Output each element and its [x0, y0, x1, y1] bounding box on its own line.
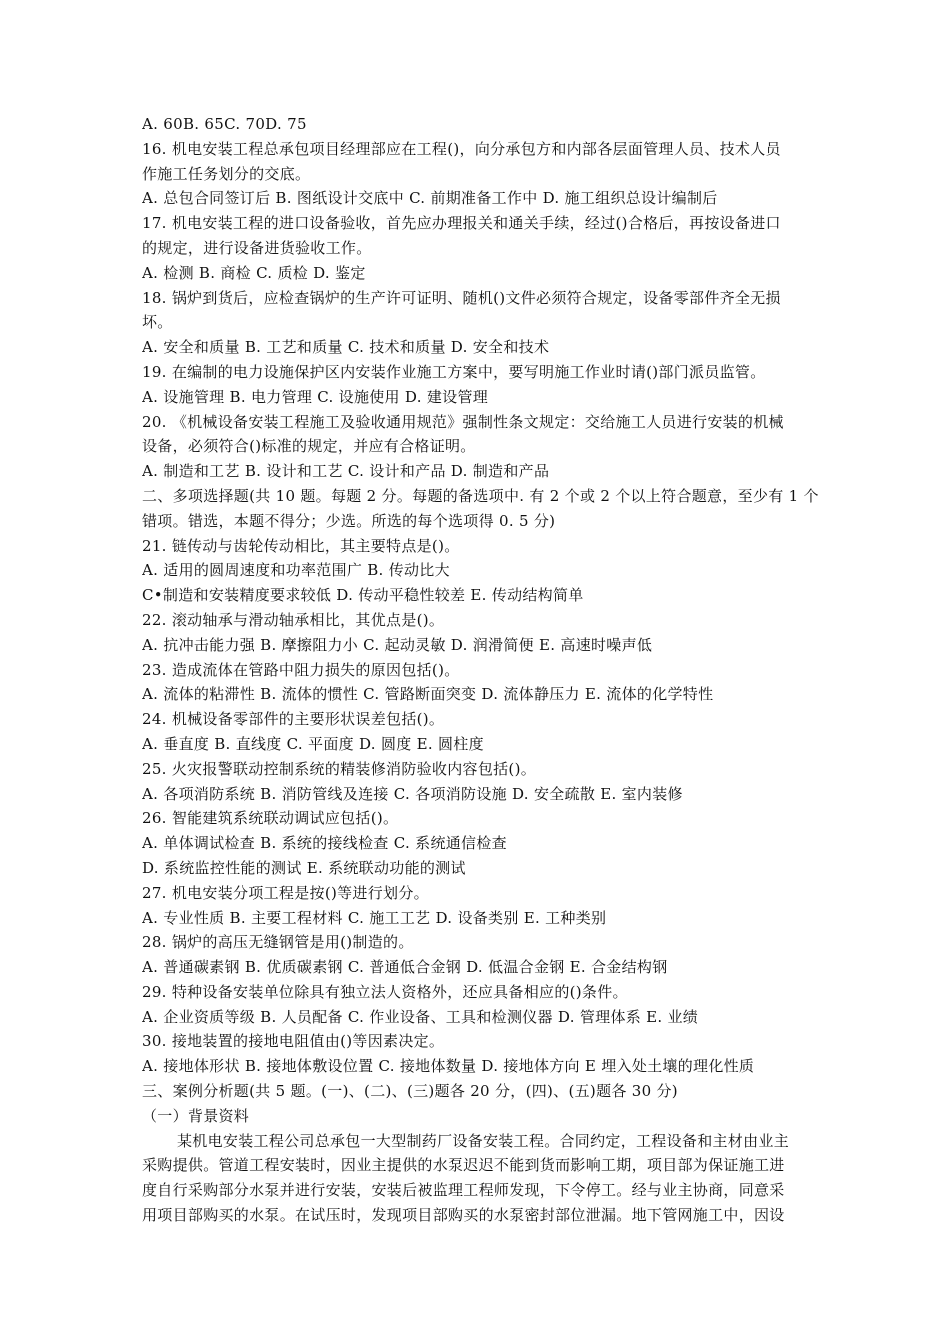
- question-23: 23. 造成流体在管路中阻力损失的原因包括()。: [142, 660, 460, 679]
- options-28: A. 普通碳素钢 B. 优质碳素钢 C. 普通低合金钢 D. 低温合金钢 E. 合金结构钢: [142, 958, 668, 977]
- question-22: 22. 滚动轴承与滑动轴承相比，其优点是()。: [142, 610, 445, 629]
- options-23: A. 流体的粘滞性 B. 流体的惯性 C. 管路断面突变 D. 流体静压力 E. 流体的化学特性: [142, 685, 714, 704]
- options-16: A. 总包合同签订后 B. 图纸设计交底中 C. 前期准备工作中 D. 施工组织总设计编制后: [142, 189, 718, 208]
- question-19: 19. 在编制的电力设施保护区内安装作业施工方案中，要写明施工作业时请()部门派员监管。: [142, 362, 766, 381]
- case-1-paragraph-line-2: 采购提供。管道工程安装时，因业主提供的水泵迟迟不能到货而影响工期，项目部为保证施工进: [142, 1156, 785, 1175]
- options-21-a: A. 适用的圆周速度和功率范围广 B. 传动比大: [142, 561, 450, 580]
- option-line-15: A. 60B. 65C. 70D. 75: [142, 115, 307, 133]
- question-16-cont: 作施工任务划分的交底。: [142, 164, 311, 183]
- case-1-paragraph-line-4: 用项目部购买的水泵。在试压时，发现项目部购买的水泵密封部位泄漏。地下管网施工中，因设: [142, 1206, 785, 1225]
- question-26: 26. 智能建筑系统联动调试应包括()。: [142, 809, 399, 828]
- question-29: 29. 特种设备安装单位除具有独立法人资格外，还应具备相应的()条件。: [142, 982, 628, 1001]
- options-27: A. 专业性质 B. 主要工程材料 C. 施工工艺 D. 设备类别 E. 工种类别: [142, 908, 607, 927]
- case-1-title: （一）背景资料: [142, 1106, 250, 1125]
- options-26-a: A. 单体调试检查 B. 系统的接线检查 C. 系统通信检查: [142, 834, 507, 853]
- question-17-cont: 的规定，进行设备进货验收工作。: [142, 238, 372, 257]
- question-25: 25. 火灾报警联动控制系统的精装修消防验收内容包括()。: [142, 759, 537, 778]
- options-18: A. 安全和质量 B. 工艺和质量 C. 技术和质量 D. 安全和技术: [142, 338, 550, 357]
- options-29: A. 企业资质等级 B. 人员配备 C. 作业设备、工具和检测仪器 D. 管理体系 E. 业绩: [142, 1007, 699, 1026]
- document-body: [142, 112, 858, 1228]
- question-17: 17. 机电安装工程的进口设备验收，首先应办理报关和通关手续，经过()合格后，再按设备进口: [142, 214, 781, 233]
- options-19: A. 设施管理 B. 电力管理 C. 设施使用 D. 建设管理: [142, 387, 489, 406]
- options-20: A. 制造和工艺 B. 设计和工艺 C. 设计和产品 D. 制造和产品: [142, 462, 550, 481]
- question-16: 16. 机电安装工程总承包项目经理部应在工程()，向分承包方和内部各层面管理人员、技术人员: [142, 139, 781, 158]
- options-26-b: D. 系统监控性能的测试 E. 系统联动功能的测试: [142, 858, 466, 877]
- options-24: A. 垂直度 B. 直线度 C. 平面度 D. 圆度 E. 圆柱度: [142, 734, 484, 753]
- question-18: 18. 锅炉到货后，应检查锅炉的生产许可证明、随机()文件必须符合规定，设备零部件齐全无损: [142, 288, 781, 307]
- options-30: A. 接地体形状 B. 接地体敷设位置 C. 接地体数量 D. 接地体方向 E 埋入处土壤的理化性质: [142, 1057, 755, 1076]
- question-21: 21. 链传动与齿轮传动相比，其主要特点是()。: [142, 536, 460, 555]
- question-18-cont: 坏。: [142, 313, 173, 332]
- options-25: A. 各项消防系统 B. 消防管线及连接 C. 各项消防设施 D. 安全疏散 E. 室内装修: [142, 784, 683, 803]
- options-21-b: C•制造和安装精度要求较低 D. 传动平稳性较差 E. 传动结构简单: [142, 586, 584, 605]
- section-2-heading-cont: 错项。错选，本题不得分；少选。所选的每个选项得 0. 5 分): [142, 511, 556, 530]
- section-2-heading: 二、多项选择题(共 10 题。每题 2 分。每题的备选项中. 有 2 个或 2 个以上符合题意，至少有 1 个: [142, 486, 819, 505]
- question-20-cont: 设备，必须符合()标准的规定，并应有合格证明。: [142, 437, 476, 456]
- case-1-paragraph-line-1: 某机电安装工程公司总承包一大型制药厂设备安装工程。合同约定，工程设备和主材由业主: [177, 1131, 790, 1150]
- question-28: 28. 锅炉的高压无缝钢管是用()制造的。: [142, 933, 414, 952]
- question-30: 30. 接地装置的接地电阻值由()等因素决定。: [142, 1032, 445, 1051]
- question-27: 27. 机电安装分项工程是按()等进行划分。: [142, 883, 429, 902]
- options-22: A. 抗冲击能力强 B. 摩擦阻力小 C. 起动灵敏 D. 润滑简便 E. 高速时噪声低: [142, 635, 653, 654]
- case-1-paragraph-line-3: 度自行采购部分水泵并进行安装，安装后被监理工程师发现，下令停工。经与业主协商，同意采: [142, 1181, 785, 1200]
- options-17: A. 检测 B. 商检 C. 质检 D. 鉴定: [142, 263, 366, 282]
- question-20: 20. 《机械设备安装工程施工及验收通用规范》强制性条文规定：交给施工人员进行安装的机械: [142, 412, 784, 431]
- section-3-heading: 三、案例分析题(共 5 题。(一)、(二)、(三)题各 20 分，(四)、(五)题各 30 分): [142, 1082, 678, 1101]
- question-24: 24. 机械设备零部件的主要形状误差包括()。: [142, 710, 445, 729]
